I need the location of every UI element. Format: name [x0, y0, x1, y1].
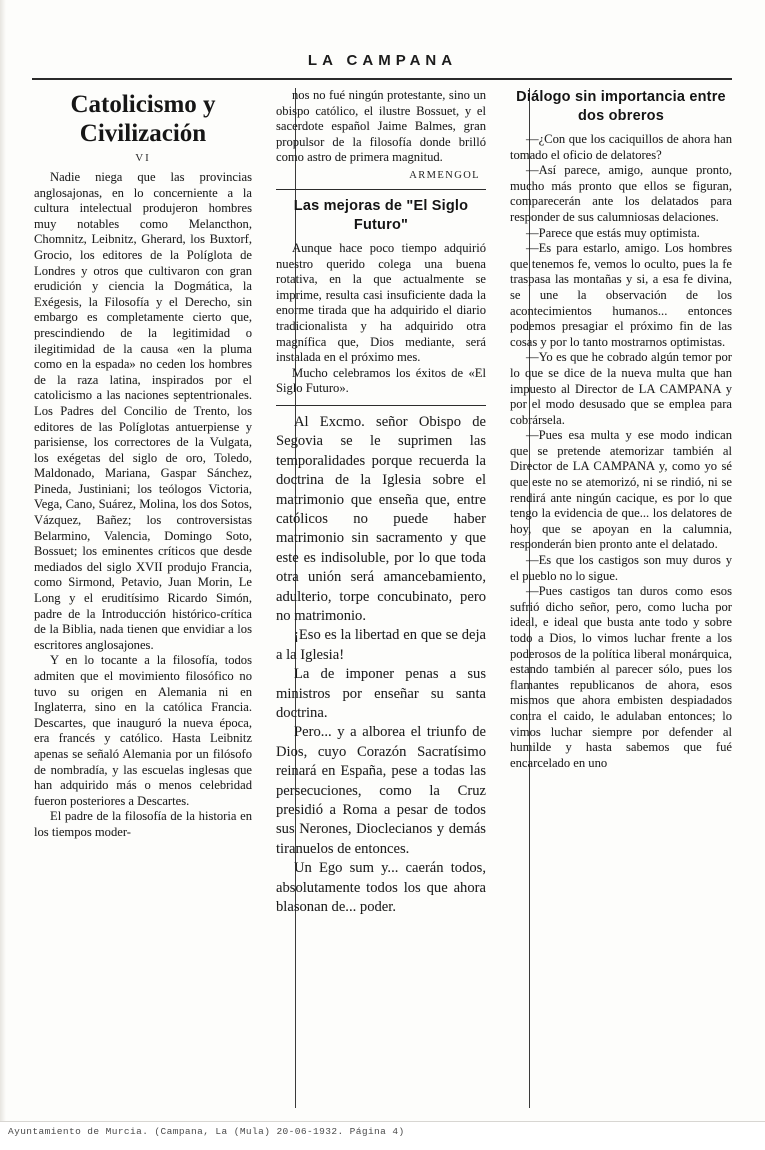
paragraph: —Pues castigos tan duros como esos sufrió dicho señor, pero, como lucha por ideal, e ideal que busta ante todo y sobre todo a Dios, lo vimos luchar frente a los poderosos de la política liberal monárquica, estando también al parecer sólo, pues los flamantes republicanos de ahora, esos mismos que ahora embisten despiadados contra el caido, le adulaban entonces; lo vimos luchar siempre por defender al humilde y hasta sabemos que fué encarcelado en uno [510, 584, 732, 770]
article-section-number: VI [135, 152, 151, 164]
paragraph-continuation: nos no fué ningún protestante, sino un obispo católico, el ilustre Bossuet, y el sacerdote español Jaime Balmes, gran propulsor de la filosofía donde brilló como astro de primera magnitud. [276, 88, 486, 165]
column-middle [264, 88, 498, 1108]
masthead-rule [32, 78, 732, 80]
paragraph: Nadie niega que las provincias anglosajonas, en lo concerniente a la cultura intelectual produjeron hombres muy notables como Melancthon, Chomnitz, Leibnitz, Gherard, los Buxtorf, Grocio, los editores de la Políglota de Londres y otros que cultivaron con gran erudición y ciencia la Dogmática, la Exégesis, la Filosofía y el Derecho, sin embargo es completamente cierto que, prescindiendo de la legitimidad o ilegitimidad de la causa «en la pluma como en la espada» no ceden los hombres de la raza latina, inspirados por el catolicismo a las naciones septentrionales. Los Padres del Concilio de Trento, los editores de las Políglotas antuerpiense y parisiense, los correctores de la Vulgata, los exégetas del siglo de oro, Toledo, Maldonado, Mariana, Gaspar Sánchez, Pineda, Justiniani; los teólogos Victoria, Vega, Cano, Suárez, Molina, los dos Sotos, Vázquez, Bañez; los controversistas Belarmino, Valencia, Domingo Soto, Bossuet; los eminentes críticos que desde mediados del siglo XVII produjo Francia, como Sirmond, Petavio, Juan Morin, Le Long y el eruditísimo Ricardo Simón, padre de la Introducción histórico-crítica de la Biblia, nada tienen que envidiar a los escritores anglosajones. [34, 170, 252, 652]
columns-container [32, 88, 734, 1108]
article-headline-catolicismo: Catolicismo y Civilización [70, 91, 216, 147]
section-separator [276, 189, 486, 190]
paragraph: —Parece que estás muy optimista. [526, 225, 700, 240]
scan-edge [0, 0, 6, 1150]
paragraph: Pero... y a alborea el triunfo de Dios, cuyo Corazón Sacratísimo reinará en España, pese a todas las persecuciones, como la Cruz presidió a Roma a pesar de todos sus Nerones, Dioclecianos y demás tiranuelos de entonces. [276, 724, 486, 857]
paragraph: Al Excmo. señor Obispo de Segovia se le suprimen las temporalidades porque recuerda la doctrina de la Iglesia sobre el matrimonio que enseña que, entre católicos no puede haber matrimonio sin sacramento y que este es indisoluble, por lo que toda otra unión será amancebamiento, adulterio, torpe concubinato, pero no matrimonio. [276, 413, 486, 624]
masthead-title: LA CAMPANA [307, 52, 458, 69]
paragraph: Y en lo tocante a la filosofía, todos admiten que el movimiento filosófico no tuvo su origen en Alemania ni en Inglaterra, sino en la católica Francia. Descartes, que inauguró la nueva época, era francés y católico. Hasta Leibnitz apenas se señaló Alemania por un filósofo de nombradía, y las escuelas inglesas que han adquirido más o menos celebridad fueron posteriores a Descartes. [34, 653, 252, 808]
column-right [498, 88, 734, 1108]
paragraph: —Pues esa multa y ese modo indican que se pretende atemorizar también al Director de LA CAMPANA y, como yo sé que este no se atemorizó, ni se rindió, ni se rendirá ante ningún cacique, es por lo que tengo la evidencia de que... los delatores de hoy, que se apoyan en la calumnia, responderán bien pronto ante el delatado. [510, 428, 732, 552]
paragraph: —Es que los castigos son muy duros y el pueblo no lo sigue. [510, 553, 732, 583]
section-separator [276, 405, 486, 406]
paragraph: —Es para estarlo, amigo. Los hombres que tenemos fe, vemos lo oculto, pues la fe traspasa las montañas y si, a esa fe divina, se une la observación de los acontecimientos humanos... entonces podemos presagiar el próximo fin de las cosas y por lo tanto mostrarnos optimistas. [510, 241, 732, 349]
archive-credit: Ayuntamiento de Murcia. (Campana, La (Mula) 20-06-1932. Página 4) [8, 1126, 405, 1137]
paragraph: —Así parece, amigo, aunque pronto, mucho más pronto que ellos se figuran, comparecerán ante los delatados para responder de sus calumniosas delaciones. [510, 163, 732, 224]
paragraph: La de imponer penas a sus ministros por enseñar su santa doctrina. [276, 666, 486, 721]
paragraph: —Yo es que he cobrado algún temor por lo que se dice de la nueva multa que han impuesto al Director de LA CAMPANA y por el modo desusado que se emplea para cobrársela. [510, 350, 732, 427]
paragraph: Un Ego sum y... caerán todos, absolutamente todos los que ahora blasonan de... poder. [276, 860, 486, 916]
column-left [32, 88, 264, 1108]
paragraph: Aunque hace poco tiempo adquirió nuestro querido colega una buena rotativa, en la que actualmente se imprime, resulta casi insuficiente dada la enorme tirada que ha adquirido el diario tradicionalista y ha adquirido otra magnífica que, Dios mediante, será instalada en el próximo mes. [276, 240, 486, 365]
paragraph: El padre de la filosofía de la historia en los tiempos moder- [34, 809, 252, 839]
article-headline-dialogo: Diálogo sin importancia entre dos obreros [516, 89, 726, 124]
paragraph: ¡Eso es la libertad en que se deja a la Iglesia! [276, 627, 486, 663]
paragraph: Mucho celebramos los éxitos de «El Siglo Futuro». [276, 365, 486, 396]
article-signature: ARMENGOL [409, 169, 480, 181]
paragraph: —¿Con que los caciquillos de ahora han tomado el oficio de delatores? [510, 132, 732, 162]
masthead [0, 52, 765, 70]
article-headline-siglo-futuro: Las mejoras de "El Siglo Futuro" [293, 197, 469, 233]
